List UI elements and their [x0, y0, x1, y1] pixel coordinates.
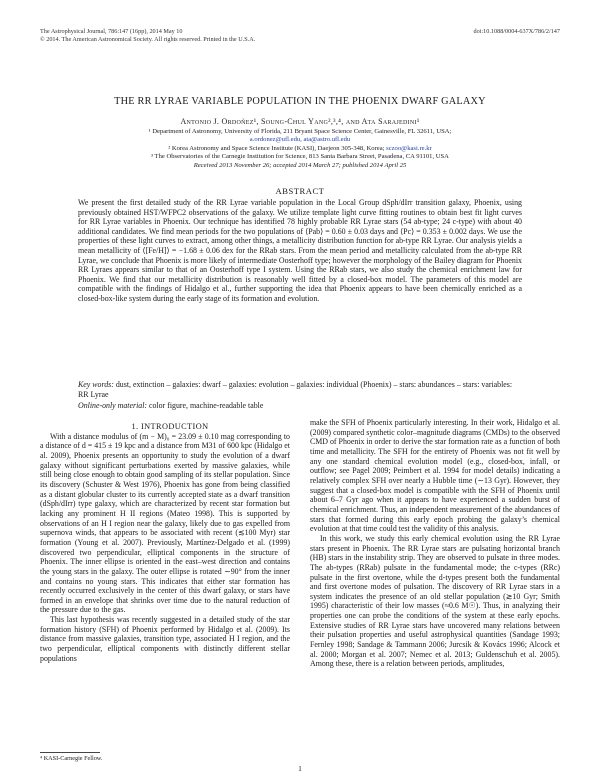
footnote-rule	[40, 752, 100, 753]
affiliation-2	[60, 145, 540, 153]
abstract-heading: ABSTRACT	[275, 186, 325, 196]
doi-link[interactable]: doi:10.1088/0004-637X/786/2/147	[473, 28, 560, 35]
running-header-left	[40, 28, 255, 44]
right-column	[310, 418, 560, 669]
keywords	[78, 380, 522, 399]
keywords-label: Key words:	[78, 380, 114, 389]
author-list: Antonio J. Ordoñez¹, Soung-Chul Yang²,³,⁴, and Ata Sarajedini¹	[180, 117, 420, 126]
affiliation-1-email[interactable]: a.ordonez@ufl.edu, ata@astro.ufl.edu	[249, 136, 351, 144]
page-number: 1	[298, 764, 302, 773]
keywords-text: dust, extinction – galaxies: dwarf – galaxies: evolution – galaxies: individual (Phoenix) – stars: abundances – stars: variables: RR Lyrae	[78, 380, 513, 399]
paper-title: THE RR LYRAE VARIABLE POPULATION IN THE PHOENIX DWARF GALAXY	[114, 96, 486, 107]
affiliation-1: ¹ Department of Astronomy, University of Florida, 211 Bryant Space Science Center, Gainesville, FL 32611, USA;	[148, 128, 452, 135]
publication-dates: Received 2013 November 26; accepted 2014 March 27; published 2014 April 25	[193, 161, 407, 169]
intro-paragraph-1: With a distance modulus of (m − M)₀ = 23.09 ± 0.10 mag corresponding to a distance of d = 415 ± 19 kpc and a distance from M31 of 600 kpc (Hidalgo et al. 2009), Phoenix presents an opportunity to study the evolution of a dwarf galaxy without significant perturbations exerted by massive galaxies, while still being close enough to obtain good sampling of its stellar population. Since its discovery (Schuster & West 1976), Phoenix has gone from being classified as a distant globular cluster to its currently accepted state as a dwarf transition (dSph/dIrr) type galaxy, which are characterized by recent star formation but lacking any prominent H II regions (Mateo 1998). This is supported by observations of an H I region near the galaxy, likely due to gas expelled from supernova winds, that appears to be associated with recent (≲100 Myr) star formation (Young et al. 2007). Previously, Martínez-Delgado et al. (1999) discovered two perpendicular, elliptical components in the structure of Phoenix. The inner ellipse is oriented in the east–west direction and contains the young stars in the galaxy. The outer ellipse is rotated ∼90° from the inner and contains no young stars. This indicates that either star formation has recently occurred exclusively in the center of this dwarf galaxy, or stars have formed in an envelope that shrinks over time due to the natural reduction of the pressure due to the gas.	[40, 431, 290, 615]
affiliations	[60, 128, 540, 170]
intro-paragraph-2-continued: make the SFH of Phoenix particularly interesting. In their work, Hidalgo et al. (2009) compared synthetic color–magnitude diagrams (CMDs) to the observed CMD of Phoenix in order to derive the star formation rate as a function of both time and metallicity. The SFH for the entirety of Phoenix was not fit well by any one standard chemical evolution model (e.g., closed-box, infall, or outflow; see Pagel 2009; Peimbert et al. 1994 for model details) indicating a relatively complex SFH over nearly a Hubble time (∼13 Gyr). However, they suggest that a closed-box model is compatible with the SFH of Phoenix until about 6–7 Gyr ago when it appears to have experienced a sudden burst of chemical enrichment. Thus, an independent measurement of the abundances of stars that formed during this early epoch probing the galaxy’s chemical evolution at that time could test the validity of this analysis.	[310, 418, 560, 534]
footnote: ⁴ KASI-Carnegie Fellow.	[40, 755, 103, 762]
journal-line: The Astrophysical Journal, 786:147 (16pp), 2014 May 10	[40, 28, 183, 35]
copyright-line: © 2014. The American Astronomical Society. All rights reserved. Printed in the U.S.A.	[40, 36, 256, 43]
online-material	[78, 401, 522, 410]
affiliation-2-text: ² Korea Astronomy and Space Science Institute (KASI), Daejeon 305-348, Korea;	[168, 144, 385, 152]
abstract-text: We present the first detailed study of the RR Lyrae variable population in the Local Group dSph/dIrr transition galaxy, Phoenix, using previously obtained HST/WFPC2 observations of the galaxy. We utilize template light curve fitting routines to obtain best fit light curves for RR Lyrae variables in Phoenix. Our technique has identified 78 highly probable RR Lyrae stars (54 ab-type; 24 c-type) with about 40 additional candidates. We find mean periods for the two populations of ⟨Pab⟩ = 0.60 ± 0.03 days and ⟨Pc⟩ = 0.353 ± 0.002 days. We use the properties of these light curves to extract, among other things, a metallicity distribution function for ab-type RR Lyrae. Our analysis yields a mean metallicity of ⟨[Fe/H]⟩ = −1.68 ± 0.06 dex for the RRab stars. From the mean period and metallicity calculated from the ab-type RR Lyrae, we conclude that Phoenix is more likely of intermediate Oosterhoff type; however the morphology of the Bailey diagram for Phoenix RR Lyraes appears similar to that of an Oosterhoff type I system. Using the RRab stars, we also study the chemical enrichment law for Phoenix. We find that our metallicity distribution is reasonably well fitted by a closed-box model. The parameters of this model are compatible with the findings of Hidalgo et al., further supporting the idea that Phoenix appears to have been chemically enriched as a closed-box-like system during the early stage of its formation and evolution.	[78, 198, 522, 303]
section-heading-introduction: 1. INTRODUCTION	[131, 422, 209, 431]
intro-paragraph-3: In this work, we study this early chemical evolution using the RR Lyrae stars present in Phoenix. The RR Lyrae stars are pulsating horizontal branch (HB) stars in the instability strip. They are observed to pulsate in three modes. The ab-types (RRab) pulsate in the fundamental mode; the c-types (RRc) pulsate in the first overtone, while the d-types present both the fundamental and first overtone modes of pulsation. The discovery of RR Lyrae stars in a system indicates the presence of an old stellar population (≳10 Gyr; Smith 1995) characteristic of their low masses (≈0.6 M☉). Thus, in analyzing their properties one can probe the conditions of the system at these early epochs. Extensive studies of RR Lyrae stars have uncovered many relations between their pulsation properties and useful astrophysical quantities (Sandage 1993; Fernley 1998; Sandage & Tammann 2006; Jurcsik & Kovács 1996; Alcock et al. 2000; Morgan et al. 2007; Nemec et al. 2013; Guldenschuh et al. 2005). Among these, there is a relation between periods, amplitudes,	[310, 533, 560, 669]
affiliation-2-email[interactable]: sczoo@kasi.re.kr	[386, 144, 432, 152]
online-material-text: color figure, machine-readable table	[149, 401, 264, 410]
intro-paragraph-2: This last hypothesis was recently suggested in a detailed study of the star formation history (SFH) of Phoenix performed by Hidalgo et al. (2009). Its distance from massive galaxies, transition type, associated H I region, and the two perpendicular, elliptical components with distinctly different stellar populations	[40, 615, 290, 663]
affiliation-3: ³ The Observatories of the Carnegie Institution for Science, 813 Santa Barbara Street, Pasadena, CA 91101, USA	[151, 153, 449, 161]
online-material-label: Online-only material:	[78, 401, 148, 410]
left-column	[40, 422, 290, 663]
